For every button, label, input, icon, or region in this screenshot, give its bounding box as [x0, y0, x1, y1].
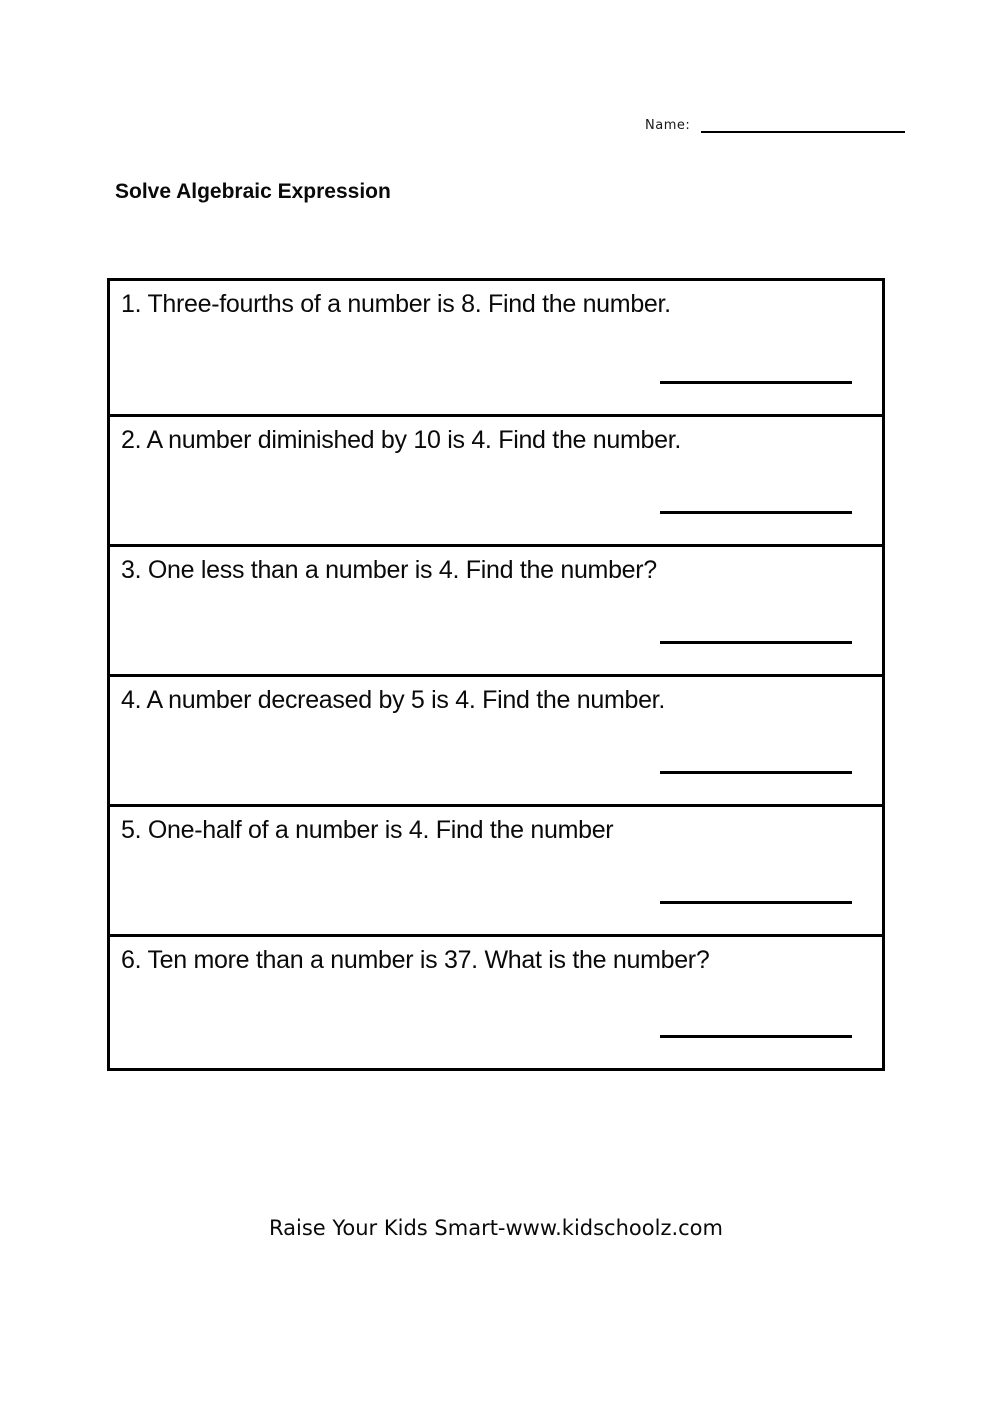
- problem-text: 4. A number decreased by 5 is 4. Find the number.: [121, 686, 665, 714]
- problem-row: [110, 937, 882, 1068]
- name-field: [645, 117, 905, 133]
- problem-text: 3. One less than a number is 4. Find the number?: [121, 556, 657, 584]
- problem-text: 2. A number diminished by 10 is 4. Find the number.: [121, 426, 682, 454]
- problem-text: 6. Ten more than a number is 37. What is the number?: [121, 946, 710, 974]
- answer-blank-line: [660, 901, 852, 904]
- page-title: Solve Algebraic Expression: [115, 180, 391, 203]
- answer-blank-line: [660, 1035, 852, 1038]
- answer-blank-line: [660, 511, 852, 514]
- problem-row: [110, 417, 882, 547]
- problem-text: 1. Three-fourths of a number is 8. Find the number.: [121, 290, 671, 318]
- problem-row: [110, 677, 882, 807]
- problems-table: [107, 278, 885, 1071]
- problem-row: [110, 807, 882, 937]
- problem-text: 5. One-half of a number is 4. Find the number: [121, 816, 614, 844]
- footer-credit: Raise Your Kids Smart-www.kidschoolz.com: [268, 1216, 723, 1240]
- name-blank-line: [701, 117, 905, 133]
- problem-row: [110, 547, 882, 677]
- problem-row: [110, 281, 882, 417]
- answer-blank-line: [660, 641, 852, 644]
- name-label: Name:: [645, 118, 691, 133]
- answer-blank-line: [660, 771, 852, 774]
- answer-blank-line: [660, 381, 852, 384]
